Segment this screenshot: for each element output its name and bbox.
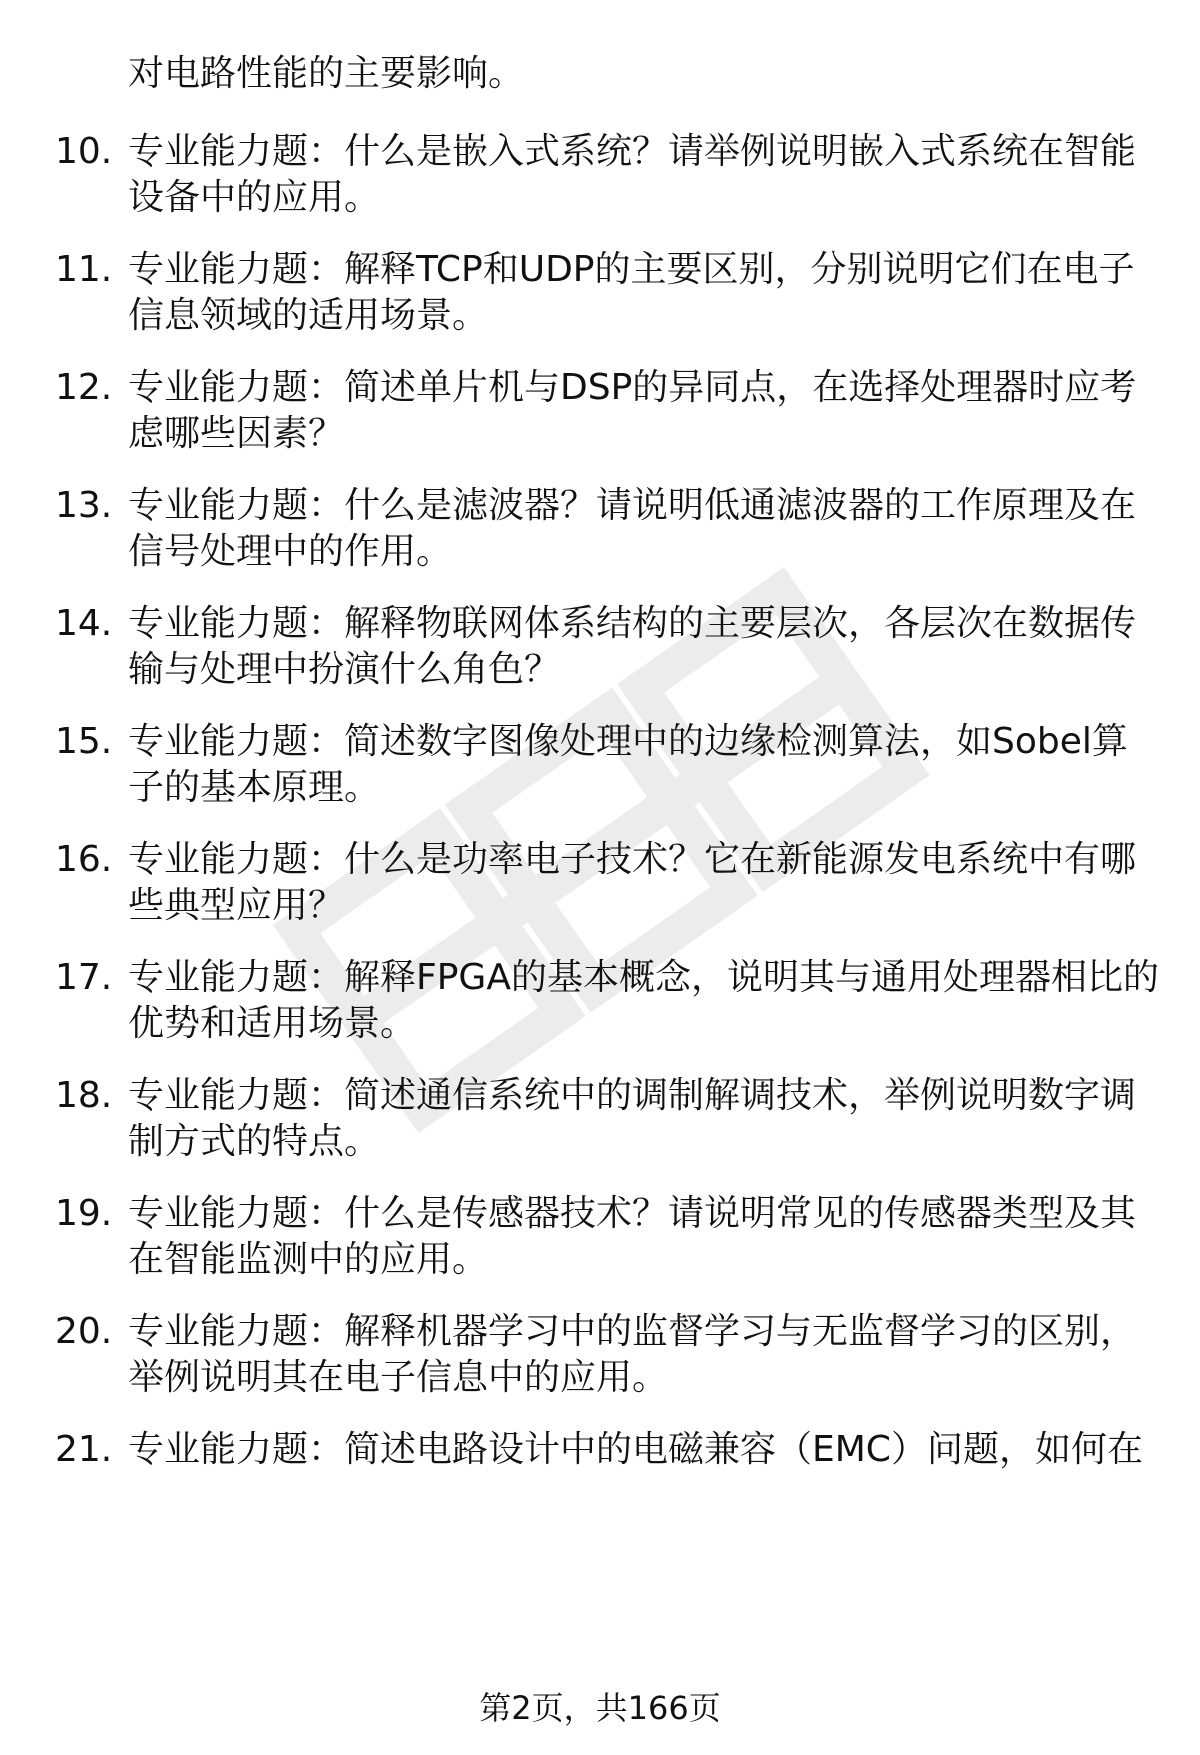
question-text-line2: 在智能监测中的应用。 — [128, 1239, 489, 1280]
question-text-line1: 专业能力题：简述数字图像处理中的边缘检测算法，如Sobel算 — [128, 721, 1128, 762]
question-number: 18. — [55, 1075, 113, 1116]
question-number: 15. — [55, 721, 113, 762]
question-number: 10. — [55, 131, 113, 172]
question-text-line1: 专业能力题：什么是嵌入式系统？请举例说明嵌入式系统在智能 — [128, 131, 1137, 172]
question-text-line2: 输与处理中扮演什么角色？ — [128, 649, 561, 690]
question-text-line1: 专业能力题：解释物联网体系结构的主要层次，各层次在数据传 — [128, 603, 1137, 644]
question-text-line1: 专业能力题：简述通信系统中的调制解调技术，举例说明数字调 — [128, 1075, 1137, 1116]
question-text-line1: 专业能力题：解释TCP和UDP的主要区别，分别说明它们在电子 — [128, 249, 1135, 290]
question-text-line2: 信息领域的适用场景。 — [128, 295, 489, 336]
question-number: 21. — [55, 1429, 113, 1470]
page-footer: 第2页，共166页 — [479, 1689, 721, 1727]
question-text-line2: 优势和适用场景。 — [128, 1003, 417, 1044]
question-number: 13. — [55, 485, 113, 526]
question-number: 16. — [55, 839, 113, 880]
question-text-line1: 专业能力题：简述单片机与DSP的异同点，在选择处理器时应考 — [128, 367, 1137, 408]
question-text-line2: 制方式的特点。 — [128, 1121, 381, 1162]
question-text-line2: 子的基本原理。 — [128, 767, 381, 808]
question-number: 11. — [55, 249, 113, 290]
question-number: 20. — [55, 1311, 113, 1352]
question-text-line2: 设备中的应用。 — [128, 177, 381, 218]
question-text-line1: 专业能力题：解释FPGA的基本概念，说明其与通用处理器相比的 — [128, 957, 1159, 998]
question-9-continuation: 对电路性能的主要影响。 — [128, 53, 525, 94]
question-number: 14. — [55, 603, 113, 644]
question-number: 19. — [55, 1193, 113, 1234]
question-number: 17. — [55, 957, 113, 998]
question-text-line2: 些典型应用？ — [128, 885, 345, 926]
question-text-line1: 专业能力题：什么是滤波器？请说明低通滤波器的工作原理及在 — [128, 485, 1137, 526]
question-text-line1: 专业能力题：什么是功率电子技术？它在新能源发电系统中有哪 — [128, 839, 1137, 880]
question-text-line2: 举例说明其在电子信息中的应用。 — [128, 1357, 669, 1398]
question-number: 12. — [55, 367, 113, 408]
question-text-line1: 专业能力题：解释机器学习中的监督学习与无监督学习的区别， — [128, 1311, 1137, 1352]
question-text-line1: 专业能力题：简述电路设计中的电磁兼容（EMC）问题，如何在 — [128, 1429, 1143, 1470]
question-text-line2: 信号处理中的作用。 — [128, 531, 453, 572]
question-text-line1: 专业能力题：什么是传感器技术？请说明常见的传感器类型及其 — [128, 1193, 1137, 1234]
question-text-line2: 虑哪些因素？ — [128, 413, 345, 454]
